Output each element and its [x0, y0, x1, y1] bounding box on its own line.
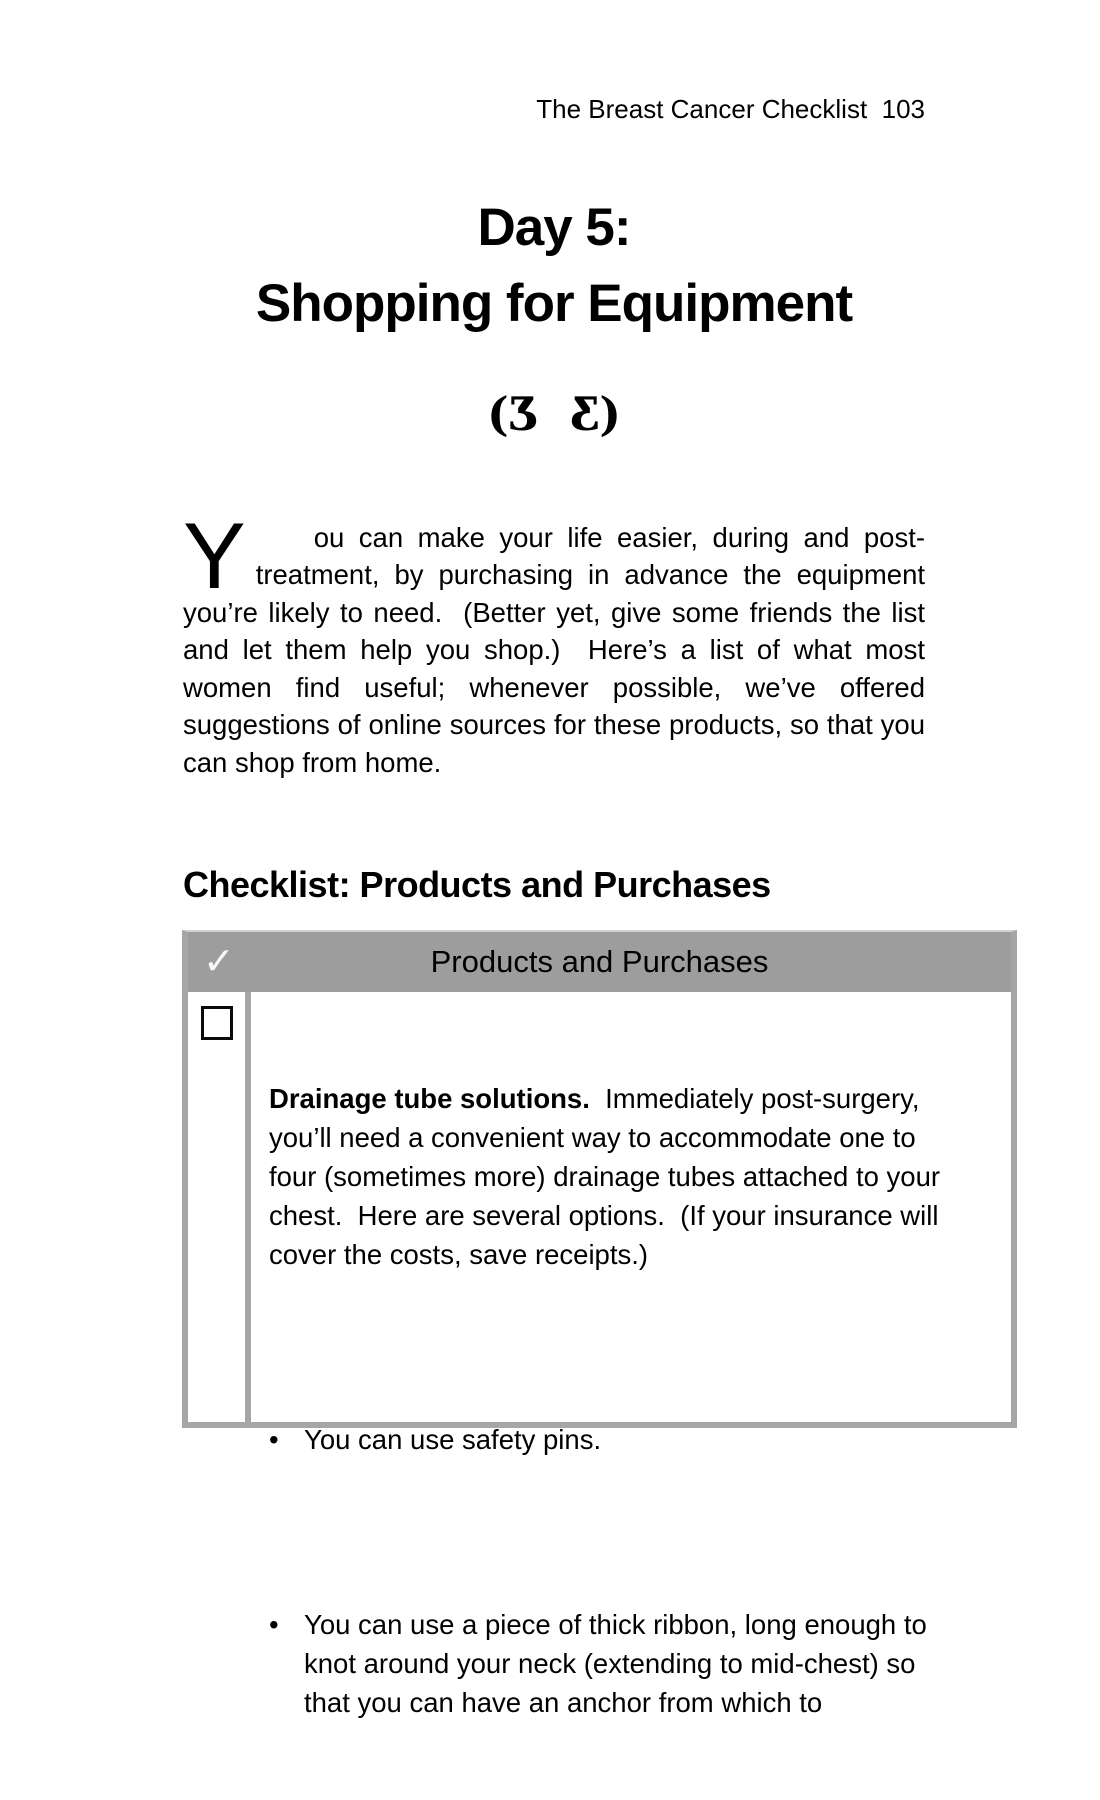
fleuron-left-icon: (Ʒ [487, 387, 539, 441]
bullet-text: You can use safety pins. [304, 1424, 602, 1455]
drop-cap: Y [183, 502, 246, 608]
table-header-title: Products and Purchases [430, 944, 769, 979]
section-divider [183, 384, 925, 444]
bullet-text: You can use a piece of thick ribbon, long enough to knot around your neck (extending to mid-chest) so that you can have an anchor from which to [304, 1609, 935, 1718]
checkmark-icon: ✓ [203, 941, 235, 983]
checklist-table [182, 930, 1017, 1718]
chapter-title-line2: Shopping for Equipment [255, 274, 853, 333]
list-item [269, 1605, 965, 1722]
chapter-title-line1: Day 5: [477, 198, 631, 257]
table-row [188, 992, 1011, 1718]
intro-paragraph [183, 481, 933, 819]
row-lead-rest: Immediately post-surgery, you’ll need a convenient way to accommodate one to four (sometimes more) drainage tubes attached to your chest. Here are several options. (If your insurance will cover the costs, save receipts.) [269, 1083, 948, 1270]
fleuron-right-icon: (Ʒ [569, 387, 621, 441]
bullet-icon: • [269, 1424, 279, 1455]
row-lead-paragraph [269, 1079, 965, 1274]
row-content-cell [251, 992, 1011, 1718]
running-header: The Breast Cancer Checklist 103 [536, 94, 925, 124]
checkbox-cell [188, 992, 251, 1422]
bullet-icon: • [269, 1609, 279, 1640]
row-lead-bold: Drainage tube solutions. [269, 1083, 590, 1114]
intro-paragraph-text: ou can make your life easier, during and post-treatment, by purchasing in advance the equipment you’re likely to need. (Better yet, give some friends the list and let them help you shop.) Here’s a list of what most women find useful; whenever possible, we’ve offered suggestions of online sources for these products, so that you can shop from home. [183, 521, 933, 778]
list-item [269, 1420, 965, 1459]
row-checkbox[interactable] [201, 1006, 233, 1040]
table-header-row [188, 932, 1011, 992]
chapter-title [143, 190, 965, 342]
section-heading: Checklist: Products and Purchases [183, 864, 771, 905]
